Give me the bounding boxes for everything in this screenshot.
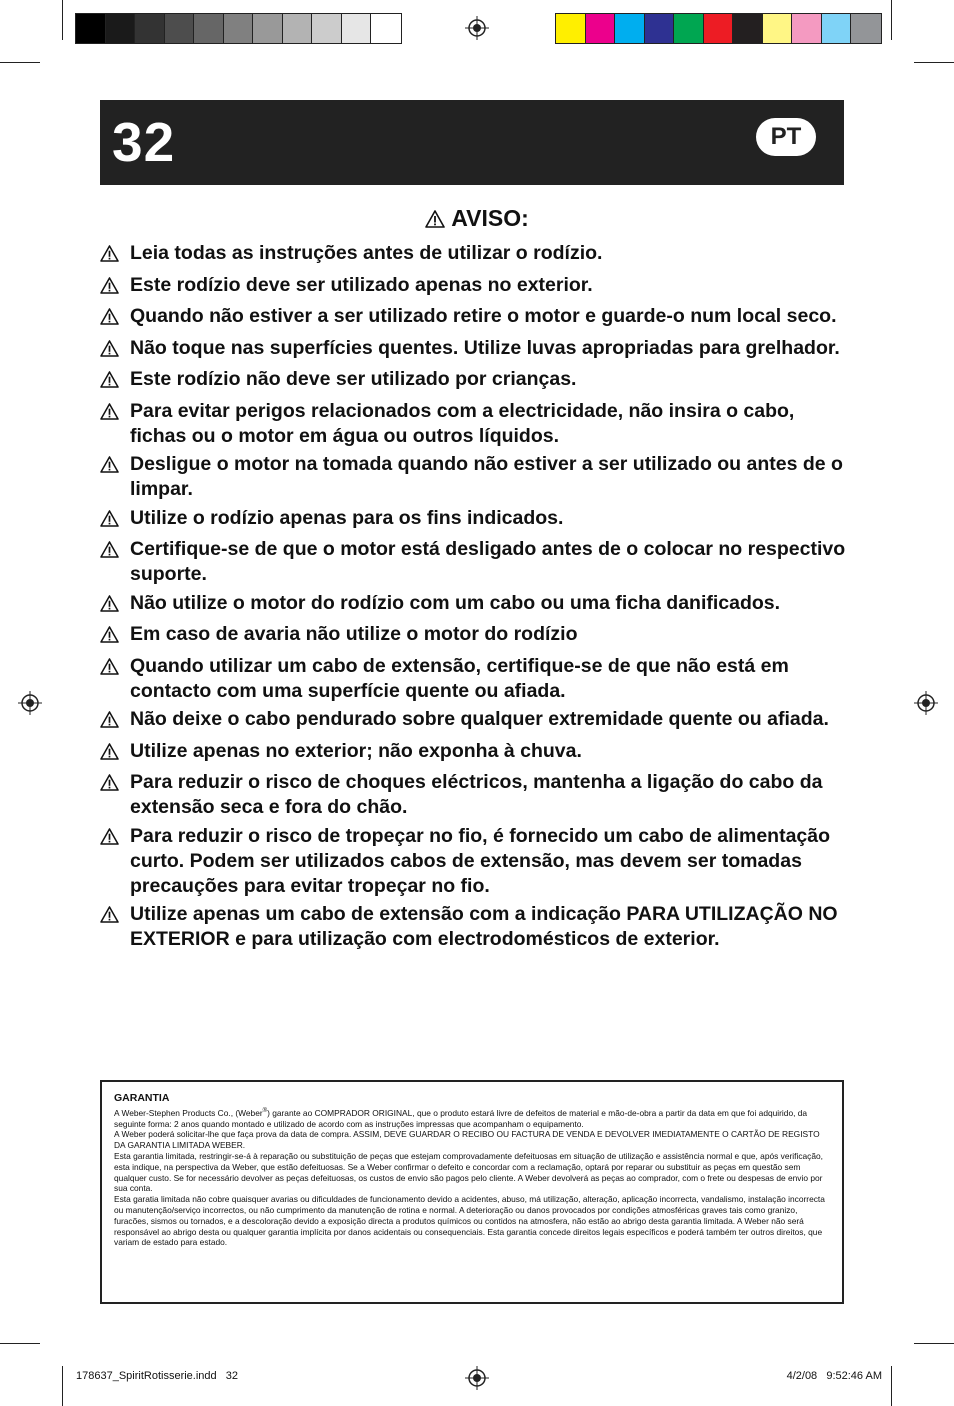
color-swatch [342,14,372,43]
footer-filename: 178637_SpiritRotisserie.indd 32 [76,1370,239,1382]
color-swatch [371,14,401,43]
process-color-bar [555,13,882,44]
warning-item-text: Leia todas as instruções antes de utilizar o rodízio. [130,242,603,264]
warranty-paragraph [114,1106,830,1129]
color-swatch [194,14,224,43]
color-swatch [586,14,616,43]
warranty-box [100,1080,844,1304]
warning-item [100,739,850,767]
warning-item [100,654,850,704]
warranty-title: GARANTIA [114,1092,170,1104]
warning-bullet [100,399,130,449]
color-swatch [135,14,165,43]
warning-title: AVISO: [451,205,529,231]
warning-item-text: Quando utilizar um cabo de extensão, certifique-se de que não está em contacto com uma superfície quente ou afiada. [130,654,789,702]
warning-item [100,241,850,269]
warning-item-text: Para reduzir o risco de tropeçar no fio, é fornecido um cabo de alimentação curto. Podem ser utilizados cabos de extensão, mas devem ser tomadas precauções para evitar tropeçar no fio. [130,824,831,897]
page-number: 32 [112,111,176,173]
warning-item [100,399,850,449]
warning-heading [0,205,954,232]
registration-mark-icon [465,1366,489,1390]
warning-item [100,537,850,587]
warning-triangle-icon [100,711,119,728]
warning-item-text: Para evitar perigos relacionados com a electricidade, não insira o cabo, fichas ou o motor em água ou outros líquidos. [130,399,795,447]
crop-mark [914,62,954,63]
warranty-paragraph: Esta garantia limitada, restringir-se-á à reparação ou substituição de peças que estejam comprovadamente defeituosas em situação de utilização e assistência normal e que, após verificação, esta indique, na perspectiva da Weber, que estão defeituosas. Se a Weber confirmar o defeito e concordar com a reclamação, optará por reparar ou substituir as peças em questão sem qualquer custo. Se for necessário devolver as peças defeituosas, os custos de envio são pagos pelo cliente. A Weber devolverá as peças ao comprador, com o frete ou despesas de envio por sua conta. [114,1150,824,1194]
crop-mark [0,62,40,63]
warning-bullet [100,241,130,269]
warning-item [100,622,850,650]
warning-item-text: Não utilize o motor do rodízio com um cabo ou uma ficha danificados. [130,591,781,614]
language-badge: PT [756,118,816,156]
color-swatch [106,14,136,43]
warning-triangle-icon [100,828,119,845]
warning-triangle-icon [100,774,119,791]
color-swatch [165,14,195,43]
warning-triangle-icon [100,743,119,760]
warning-bullet [100,654,130,704]
color-swatch [704,14,734,43]
warning-item-text: Certifique-se de que o motor está desligado antes de o colocar no respectivo suporte. [130,538,846,585]
warning-item-text: Utilize apenas um cabo de extensão com a indicação PARA UTILIZAÇÃO NO EXTERIOR e para utilização com electrodomésticos de exterior. [130,903,838,950]
color-swatch [556,14,586,43]
warning-triangle-icon [100,403,119,420]
warning-bullet [100,506,130,534]
warning-item [100,304,850,332]
warning-item [100,273,850,301]
color-swatch [312,14,342,43]
warning-item-text: Utilize apenas no exterior; não exponha à chuva. [130,739,582,762]
warranty-text: A Weber-Stephen Products Co., (Weber [114,1107,263,1118]
warning-bullet [100,902,130,952]
warranty-text: ) garante ao COMPRADOR ORIGINAL, que o produto estará livre de defeitos de material e mão-de-obra a partir da data em que foi adquirido, da seguinte forma: 2 anos quando montado e utilizado de acordo com as instruções impressas que acompanham o equipamento. [114,1107,808,1129]
warning-item-text: Este rodízio não deve ser utilizado por crianças. [130,368,577,390]
crop-mark [0,1343,40,1344]
warning-item-text: Para reduzir o risco de choques eléctricos, mantenha a ligação do cabo da extensão seca e fora do chão. [130,771,823,818]
warning-list [100,241,850,956]
warning-item [100,452,850,502]
warning-bullet [100,591,130,619]
warning-triangle-icon [100,308,119,325]
warning-triangle-icon [100,658,119,675]
warning-item-text: Em caso de avaria não utilize o motor do rodízio [130,623,578,645]
crop-mark [914,1343,954,1344]
warning-bullet [100,707,130,735]
warning-triangle-icon [100,277,119,294]
warranty-paragraph: Esta garatia limitada não cobre quaisquer avarias ou dificuldades de funcionamento devido a acidentes, abuso, má utilização, alteração, aplicação incorrecta, vandalismo, instalação incorrecta ou manutenção/serviço incorrectos, ou não cumprimento da manutenção de rotina e normal. A deterioração ou danos provocados por condições atmosféricas graves tais como granizo, furacões, sismos ou tornados, e a descoloração devido a exposição directa a produtos químicos ou contidos na atmosfera, não estão ao abrigo desta garantia limitada. A Weber não será responsável ao abrigo desta ou qualquer garantia implícita por danos acidentais ou consequenciais. Esta garantia concede direitos legais específicos e poderá também ter outros direitos, que variam de estado para estado. [114,1194,825,1248]
footer-timestamp: 4/2/08 9:52:46 AM [786,1370,882,1382]
crop-mark [62,1366,63,1406]
warning-item-text: Utilize o rodízio apenas para os fins indicados. [130,506,564,529]
color-swatch [851,14,881,43]
grayscale-color-bar [75,13,402,44]
warning-bullet [100,537,130,587]
warning-item [100,367,850,395]
warning-triangle-icon [425,210,445,228]
warning-bullet [100,367,130,395]
warranty-paragraph: A Weber poderá solicitar-lhe que faça prova da data de compra. ASSIM, DEVE GUARDAR O RECIBO OU FACTURA DE VENDA E DEVOLVER IMEDIATAMENTE O CARTÃO DE REGISTO DA GARANTIA LIMITADA WEBER. [114,1129,820,1151]
color-swatch [733,14,763,43]
warning-item-text: Não deixe o cabo pendurado sobre qualquer extremidade quente ou afiada. [130,708,829,730]
page-header [100,100,844,185]
color-swatch [763,14,793,43]
color-swatch [615,14,645,43]
registered-mark: ® [262,1108,268,1114]
warning-triangle-icon [100,340,119,357]
warning-item [100,506,850,534]
warning-triangle-icon [100,906,119,923]
warning-triangle-icon [100,595,119,612]
warning-triangle-icon [100,510,119,527]
crop-mark [62,0,63,40]
warning-item [100,770,850,820]
color-swatch [283,14,313,43]
warning-item-text: Quando não estiver a ser utilizado retire o motor e guarde-o num local seco. [130,305,837,327]
warning-bullet [100,770,130,820]
color-swatch [792,14,822,43]
warning-item [100,336,850,364]
warning-bullet [100,336,130,364]
warning-bullet [100,739,130,767]
warning-triangle-icon [100,371,119,388]
warning-triangle-icon [100,626,119,643]
warning-item [100,707,850,735]
color-swatch [645,14,675,43]
color-swatch [224,14,254,43]
warning-triangle-icon [100,456,119,473]
warning-bullet [100,824,130,899]
warning-item [100,824,850,899]
warning-item-text: Desligue o motor na tomada quando não estiver a ser utilizado ou antes de o limpar. [130,453,843,500]
crop-mark [891,1366,892,1406]
color-swatch [76,14,106,43]
warning-item [100,591,850,619]
warning-item-text: Este rodízio deve ser utilizado apenas no exterior. [130,273,593,296]
warning-bullet [100,304,130,332]
warning-bullet [100,452,130,502]
warning-bullet [100,273,130,301]
registration-mark-icon [914,691,938,715]
warning-bullet [100,622,130,650]
warning-triangle-icon [100,541,119,558]
registration-mark-icon [465,16,489,40]
warning-item [100,902,850,952]
color-swatch [253,14,283,43]
warning-triangle-icon [100,245,119,262]
color-swatch [822,14,852,43]
crop-mark [891,0,892,40]
warning-item-text: Não toque nas superfícies quentes. Utilize luvas apropriadas para grelhador. [130,336,840,359]
registration-mark-icon [18,691,42,715]
color-swatch [674,14,704,43]
